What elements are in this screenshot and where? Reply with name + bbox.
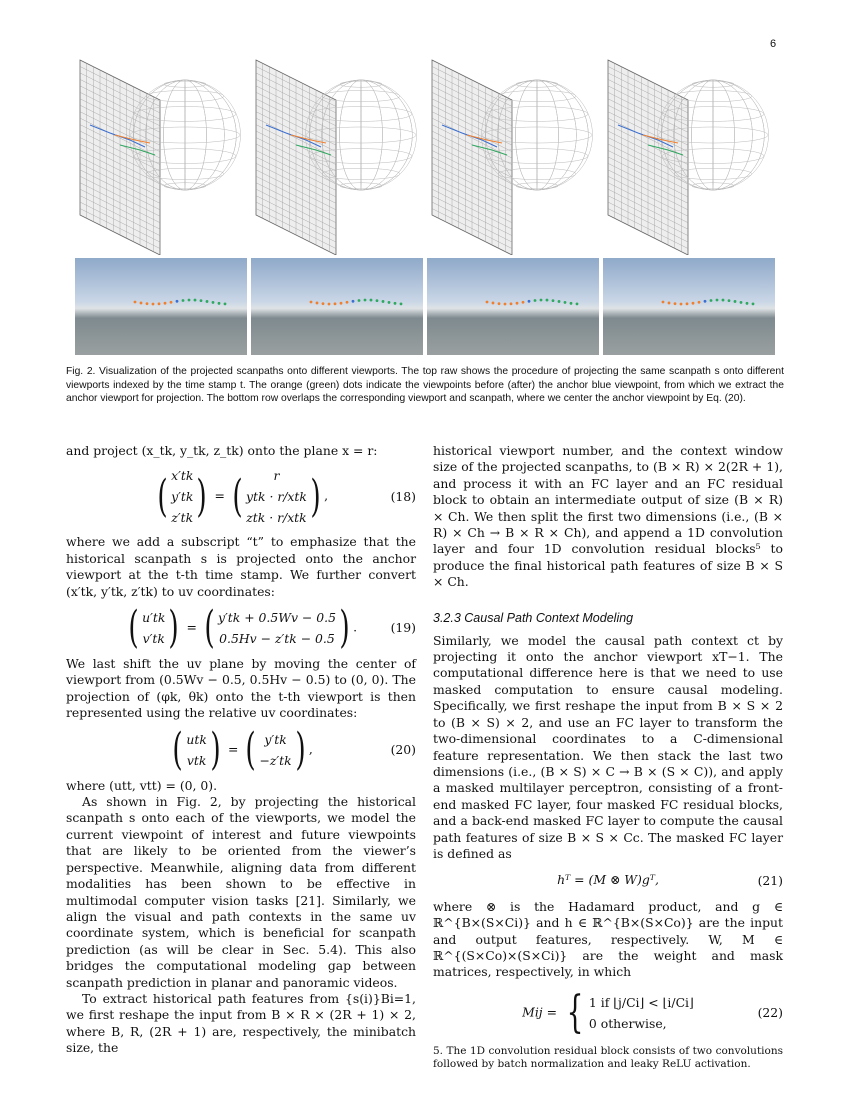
viewpoint-dot [558,300,561,303]
viewpoint-dot [370,299,373,302]
viewpoint-dot [206,300,209,303]
viewpoint-dot [224,302,227,305]
viewpoint-dot [200,299,203,302]
right-column [433,443,783,1071]
projection-diagram [603,55,778,255]
viewpoint-dot [564,301,567,304]
viewpoint-dot [668,302,671,305]
page-number: 6 [770,38,777,50]
equation-20: ( utk vtk ) = ( y′tk −z′tk ) , (20) [172,723,416,775]
viewpoint-dot [576,302,579,305]
viewpoint-dot [170,301,173,304]
equation-21: hᵀ = (M ⊗ W)gᵀ, (21) [557,872,783,888]
section-heading: 3.2.3 Causal Path Context Modeling [433,610,634,625]
viewpoint-dot [188,299,191,302]
viewpoint-dot [716,299,719,302]
viewport-photo-4 [603,258,775,355]
viewpoint-dot [510,302,513,305]
viewpoint-dot [722,299,725,302]
viewpoint-dot [746,302,749,305]
viewport-photo-2 [251,258,423,355]
viewpoint-dot [734,300,737,303]
projection-diagram [251,55,426,255]
paragraph: As shown in Fig. 2, by projecting the historical scanpath s onto each of the viewports, we model the current viewpoint of interest and future viewpoints that are likely to be oriented from the viewer’s perspective. Meanwhile, aligning data from different modalities has been shown to be effective in multimodal computer vision tasks [21]. Similarly, we align the visual and path contexts in the same uv coordinate system, which is beneficial for scanpath prediction (as will be clear in Sec. 5.4). This also bridges the computational modeling gap between scanpath prediction in planar and panoramic videos. [66,794,416,990]
projection-panel-1 [75,55,250,255]
viewpoint-dot [546,299,549,302]
scanpath-overlay [603,258,775,355]
viewpoint-dot [322,302,325,305]
viewpoint-dot [358,299,361,302]
figure-caption: Fig. 2. Visualization of the projected scanpaths onto different viewports. The top raw shows the procedure of projecting the same scanpath s onto different viewports indexed by the time stamp t. The orange (green) dots indicate the viewpoints before (after) the anchor blue viewpoint, from which we extract the anchor viewport for projection. The bottom row overlaps the corresponding viewport and scanpath, where we center the anchor viewpoint by Eq. (20). [66,366,784,404]
paragraph: and project (x_tk, y_tk, z_tk) onto the plane x = r: [66,443,378,458]
viewpoint-dot [340,302,343,305]
projection-panel-2 [251,55,426,255]
viewpoint-dot [686,302,689,305]
viewpoint-dot [570,302,573,305]
viewpoint-dot [728,299,731,302]
viewpoint-dot [176,300,179,303]
viewpoint-dot [134,301,137,304]
viewpoint-dot [522,301,525,304]
paragraph: To extract historical path features from {s(i)}Bi=1, we first reshape the input from B × R × (2R + 1) × 2, where B, R, (2R + 1) are, respectively, the minibatch size, the [66,990,416,1056]
viewpoint-dot [364,299,367,302]
viewpoint-dot [382,300,385,303]
viewpoint-dot [534,299,537,302]
projection-diagram [427,55,602,255]
viewpoint-dot [328,303,331,306]
paragraph: Similarly, we model the causal path context ct by projecting it onto the anchor viewport xT−1. The computational difference here is that we need to use masked computation to ensure causal modeling. Specifically, we first reshape the input from B × S × 2 to (B × S) × 2, and use an FC layer to transform the two-dimensional coordinates to a C-dimensional feature representation. We then stack the last two dimensions (i.e., (B × S) × C → B × (S × C)), and apply a masked multilayer perceptron, consisting of a front-end masked FC layer, four masked FC residual blocks, and a back-end masked FC layer to compute the causal path features of size B × S × Cc. The masked FC layer is defined as [433,632,783,861]
viewpoint-dot [552,299,555,302]
viewpoint-dot [158,302,161,305]
viewpoint-dot [710,299,713,302]
viewpoint-dot [528,300,531,303]
viewpoint-dot [394,302,397,305]
equation-19: ( u′tk v′tk ) = ( y′tk + 0.5Wv − 0.5 0.5Hv − z′tk − 0.5 ) . (19) [128,602,416,654]
viewpoint-dot [492,302,495,305]
viewpoint-dot [212,301,215,304]
viewpoint-dot [388,301,391,304]
viewpoint-dot [692,302,695,305]
viewpoint-dot [218,302,221,305]
viewpoint-dot [540,299,543,302]
paragraph: historical viewport number, and the context window size of the projected scanpaths, to (B × R) × 2(2R + 1), and process it with an FC layer and an FC residual block to obtain an intermediate output of size (B × R) × Ch. We then split the first two dimensions (i.e., (B × R) × Ch → B × R × Ch), and append a 1D convolution layer and four 1D convolution residual blocks⁵ to produce the final historical path features of size B × S × Ch. [433,443,783,590]
viewpoint-dot [146,302,149,305]
viewpoint-dot [400,302,403,305]
projection-diagram [75,55,250,255]
viewpoint-dot [504,303,507,306]
viewpoint-dot [516,302,519,305]
left-column [66,443,416,1057]
viewpoint-dot [152,303,155,306]
viewport-photo-3 [427,258,599,355]
scanpath-overlay [251,258,423,355]
viewpoint-dot [182,299,185,302]
viewpoint-dot [498,302,501,305]
paragraph: where we add a subscript “t” to emphasize that the historical scanpath s is projected onto the anchor viewport at the t-th time stamp. We further convert (x′tk, y′tk, z′tk) to uv coordinates: [66,534,416,599]
scanpath-overlay [427,258,599,355]
paragraph: where (utt, vtt) = (0, 0). [66,777,218,793]
projection-panel-4 [603,55,778,255]
viewpoint-dot [194,299,197,302]
footnote: 5. The 1D convolution residual block consists of two convolutions followed by batch normalization and leaky ReLU activation. [433,1044,783,1070]
viewpoint-dot [376,299,379,302]
scanpath-overlay [75,258,247,355]
viewpoint-dot [674,302,677,305]
viewpoint-dot [752,302,755,305]
projection-panel-3 [427,55,602,255]
viewpoint-dot [140,302,143,305]
viewpoint-dot [698,301,701,304]
viewpoint-dot [164,302,167,305]
viewpoint-dot [316,302,319,305]
viewpoint-dot [486,301,489,304]
paragraph: where ⊗ is the Hadamard product, and g ∈ ℝ^{B×(S×Ci)} and h ∈ ℝ^{B×(S×Co)} are the input and output features, respectively. W, M ∈ ℝ^{(S×Co)×(S×Ci)} are the weight and mask matrices, respectively, in which [433,898,783,980]
viewpoint-dot [310,301,313,304]
paragraph: We last shift the uv plane by moving the center of viewport from (0.5Wv − 0.5, 0.5Hv − 0.5) to (0, 0). The projection of (φk, θk) onto the t-th viewport is then represented using the relative uv coordinates: [66,656,416,721]
viewpoint-dot [740,301,743,304]
figure-2 [75,55,780,355]
viewpoint-dot [334,302,337,305]
viewpoint-dot [680,303,683,306]
viewpoint-dot [662,301,665,304]
viewport-photo-1 [75,258,247,355]
equation-18: ( x′tk y′tk z′tk ) = ( r ytk · r/xtk ztk · r/xtk ) , (18) [157,468,416,526]
viewpoint-dot [346,301,349,304]
equation-22: Mij = { 1 if ⌊j/Ci⌋ < ⌊i/Ci⌋ 0 otherwise, (22) [522,986,783,1038]
viewpoint-dot [704,300,707,303]
viewpoint-dot [352,300,355,303]
